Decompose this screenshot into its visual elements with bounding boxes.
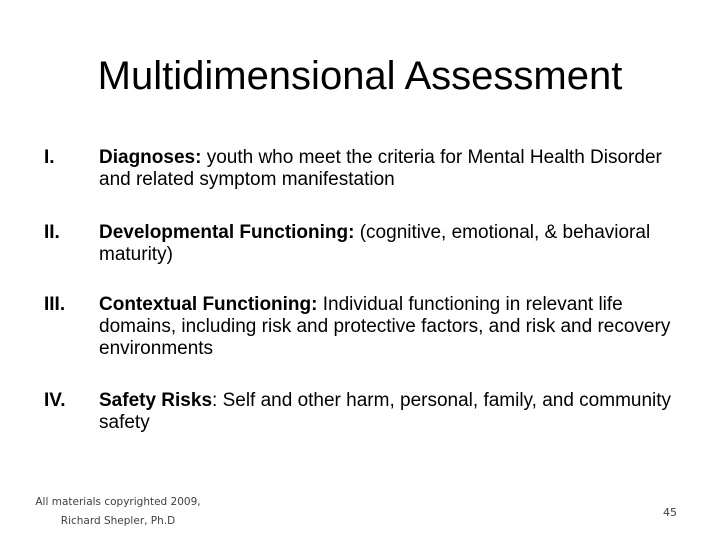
list-item-body: (cognitive, emotional, & behavioral maturity) (99, 222, 651, 265)
list-item-text (99, 147, 674, 191)
page-number: 45 (663, 506, 677, 519)
slide-title: Multidimensional Assessment (97, 54, 623, 98)
list-item-numeral: III. (44, 294, 66, 315)
list-item-text (99, 294, 674, 360)
list-item-text (99, 222, 674, 266)
list-item-body: : Self and other harm, personal, family, and community safety (99, 390, 672, 433)
list-item-heading: Contextual Functioning: (99, 294, 318, 315)
list-item-heading: Safety Risks (99, 390, 213, 411)
footer-copyright (28, 493, 208, 531)
list-item-body: Individual functioning in relevant life domains, including risk and protective factors, and risk and recovery environments (99, 294, 671, 359)
copyright-line-2: Richard Shepler, Ph.D (60, 515, 176, 527)
list-item-numeral: II. (44, 222, 60, 243)
list-item-numeral: I. (44, 147, 55, 168)
copyright-line-1: All materials copyrighted 2009, (35, 496, 201, 508)
list-item-body: youth who meet the criteria for Mental Health Disorder and related symptom manifestation (99, 147, 662, 190)
list-item-heading: Diagnoses: (99, 147, 202, 168)
list-item-text (99, 390, 674, 434)
list-item-numeral: IV. (44, 390, 66, 411)
list-item-heading: Developmental Functioning: (99, 222, 355, 243)
